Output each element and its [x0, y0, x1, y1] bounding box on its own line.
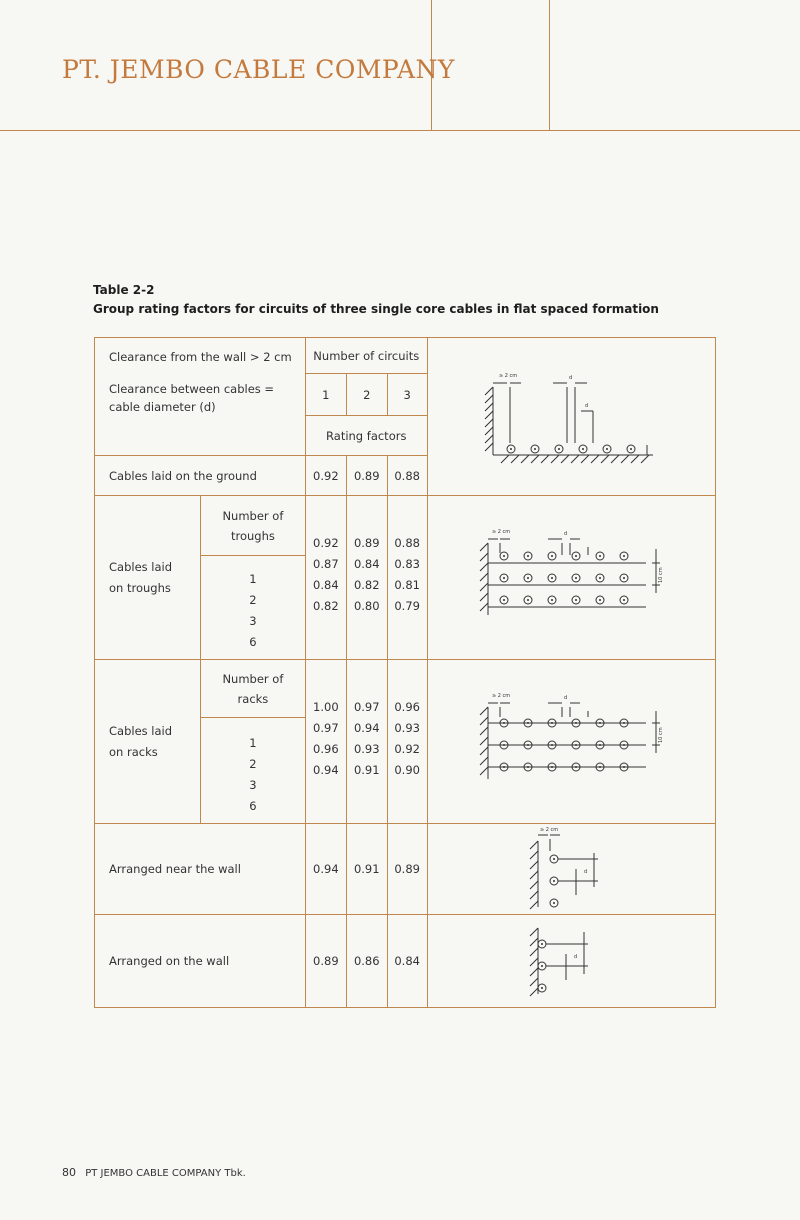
racks-value: 0.97: [353, 699, 380, 714]
racks-label-cell: [95, 660, 201, 824]
troughs-subheader-cell: [200, 496, 305, 556]
troughs-value: 0.79: [394, 598, 420, 613]
header-rule: [549, 130, 800, 131]
racks-value: 1.00: [313, 699, 339, 714]
troughs-count: 1: [249, 572, 257, 586]
ground-value-3: 0.88: [387, 456, 427, 496]
troughs-value: 0.87: [313, 556, 339, 571]
page-number: 80: [62, 1166, 76, 1179]
d-label: d: [564, 695, 568, 701]
troughs-count: 2: [249, 593, 257, 607]
troughs-label-cell: [95, 496, 201, 660]
d-label: d: [584, 868, 588, 875]
clearance-label: ≥ 2 cm: [540, 826, 559, 833]
racks-value: 0.94: [313, 762, 339, 777]
troughs-diagram-cell: [427, 496, 715, 660]
troughs-label: Cables laid on troughs: [109, 559, 173, 595]
footer-text: PT JEMBO CABLE COMPANY Tbk.: [85, 1168, 246, 1179]
near-wall-value-2: 0.91: [346, 824, 387, 915]
rating-factors-table: [94, 337, 716, 1008]
circuit-3-header: 3: [387, 374, 427, 416]
troughs-value: 0.89: [353, 535, 380, 550]
troughs-value: 0.92: [313, 535, 339, 550]
troughs-count: 6: [249, 635, 257, 649]
page-footer: [62, 1166, 246, 1179]
racks-subheader: Number of racks: [222, 671, 284, 706]
header-clearance-cell: [95, 338, 306, 456]
ground-diagram: [481, 365, 661, 465]
racks-counts-cell: [200, 718, 305, 824]
racks-col-1: [305, 660, 346, 824]
troughs-count: 3: [249, 614, 257, 628]
troughs-value: 0.83: [394, 556, 420, 571]
table-caption: Group rating factors for circuits of three single core cables in flat spaced formation: [93, 302, 659, 316]
on-wall-value-3: 0.84: [387, 915, 427, 1008]
on-wall-diagram: [526, 922, 616, 998]
d-label: d: [564, 531, 568, 537]
d-label: d: [585, 403, 589, 409]
racks-count: 6: [249, 799, 257, 813]
racks-value: 0.91: [353, 762, 380, 777]
troughs-counts-cell: [200, 556, 305, 660]
troughs-subheader: Number of troughs: [222, 508, 284, 543]
troughs-col-1: [305, 496, 346, 660]
d-label: d: [569, 375, 573, 381]
circuit-2-header: 2: [346, 374, 387, 416]
troughs-value: 0.81: [394, 577, 420, 592]
racks-value: 0.93: [394, 720, 420, 735]
racks-value: 0.97: [313, 720, 339, 735]
racks-col-2: [346, 660, 387, 824]
near-wall-diagram: [526, 825, 616, 911]
ground-value-1: 0.92: [305, 456, 346, 496]
on-wall-label: Arranged on the wall: [95, 915, 306, 1008]
company-name: PT. JEMBO CABLE COMPANY: [62, 55, 455, 84]
ground-label: Cables laid on the ground: [95, 456, 306, 496]
racks-value: 0.96: [313, 741, 339, 756]
on-wall-value-1: 0.89: [305, 915, 346, 1008]
clearance-label: ≥ 2 cm: [492, 693, 511, 699]
troughs-value: 0.88: [394, 535, 420, 550]
troughs-value: 0.82: [353, 577, 380, 592]
racks-value: 0.93: [353, 741, 380, 756]
clearance-cables-label: Clearance between cables = cable diameter (d): [109, 382, 275, 414]
racks-count: 1: [249, 736, 257, 750]
racks-diagram-cell: [427, 660, 715, 824]
racks-count: 3: [249, 778, 257, 792]
near-wall-value-3: 0.89: [387, 824, 427, 915]
clearance-wall-label: Clearance from the wall > 2 cm: [109, 350, 292, 364]
near-wall-value-1: 0.94: [305, 824, 346, 915]
troughs-value: 0.80: [353, 598, 380, 613]
troughs-diagram: [476, 521, 666, 631]
d-label: d: [574, 953, 578, 960]
racks-value: 0.96: [394, 699, 420, 714]
clearance-label: ≥ 2 cm: [492, 529, 511, 535]
on-wall-diagram-cell: [427, 915, 715, 1008]
troughs-col-2: [346, 496, 387, 660]
racks-value: 0.94: [353, 720, 380, 735]
spacing-label: 10 cm: [658, 727, 665, 743]
near-wall-label: Arranged near the wall: [95, 824, 306, 915]
troughs-value: 0.84: [353, 556, 380, 571]
ground-value-2: 0.89: [346, 456, 387, 496]
troughs-value: 0.84: [313, 577, 339, 592]
clearance-label: ≥ 2 cm: [499, 373, 518, 379]
on-wall-value-2: 0.86: [346, 915, 387, 1008]
ground-diagram-cell: [427, 338, 715, 496]
racks-subheader-cell: [200, 660, 305, 718]
racks-value: 0.92: [394, 741, 420, 756]
troughs-value: 0.82: [313, 598, 339, 613]
troughs-col-3: [387, 496, 427, 660]
rating-factors-header: Rating factors: [305, 416, 427, 456]
table-label: Table 2-2: [93, 283, 155, 297]
racks-count: 2: [249, 757, 257, 771]
number-of-circuits-header: Number of circuits: [305, 338, 427, 374]
circuit-1-header: 1: [305, 374, 346, 416]
near-wall-diagram-cell: [427, 824, 715, 915]
racks-value: 0.90: [394, 762, 420, 777]
racks-diagram: [476, 685, 666, 795]
racks-label: Cables laid on racks: [109, 723, 173, 759]
spacing-label: 10 cm: [658, 567, 665, 583]
racks-col-3: [387, 660, 427, 824]
